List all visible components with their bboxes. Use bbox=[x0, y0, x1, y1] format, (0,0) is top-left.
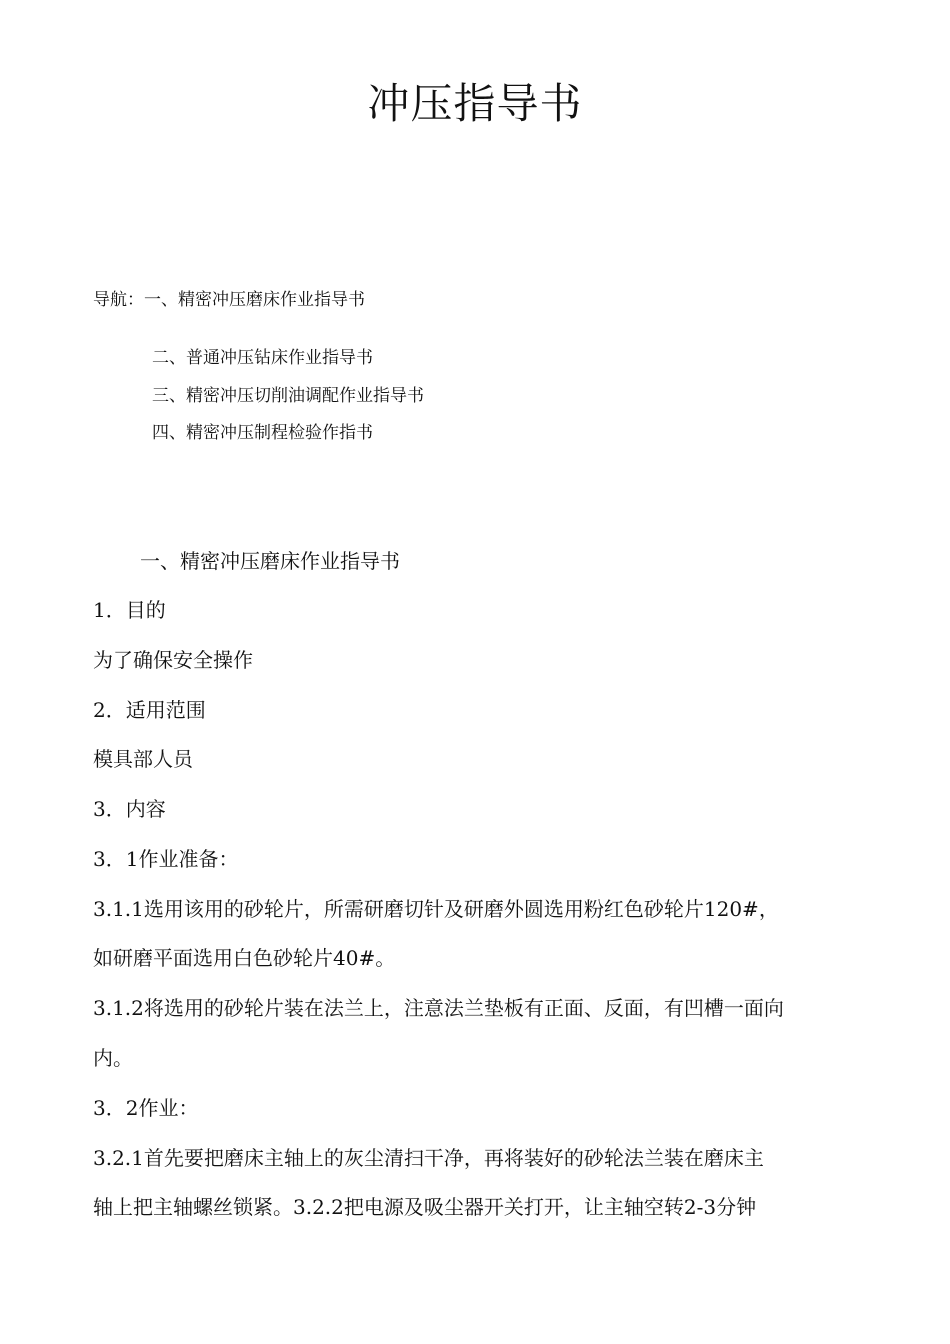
heading-operation: 3．2作业： bbox=[93, 1096, 199, 1120]
heading-content: 3．内容 bbox=[93, 797, 166, 821]
heading-scope: 2．适用范围 bbox=[93, 698, 206, 722]
paragraph-3-1-2-line-2: 内。 bbox=[93, 1046, 133, 1070]
paragraph-3-2-1-line-2: 轴上把主轴螺丝锁紧。3.2.2把电源及吸尘器开关打开，让主轴空转2-3分钟 bbox=[93, 1195, 757, 1219]
navigation-item-2: 二、普通冲压钻床作业指导书 bbox=[152, 348, 373, 368]
navigation-label: 导航：一、精密冲压磨床作业指导书 bbox=[93, 290, 365, 310]
section-heading: 一、精密冲压磨床作业指导书 bbox=[140, 549, 400, 573]
paragraph-3-2-1-line-1: 3.2.1首先要把磨床主轴上的灰尘清扫干净，再将装好的砂轮法兰装在磨床主 bbox=[93, 1146, 764, 1170]
paragraph-3-1-2-line-1: 3.1.2将选用的砂轮片装在法兰上，注意法兰垫板有正面、反面，有凹槽一面向 bbox=[93, 996, 784, 1020]
paragraph-3-1-1-line-1: 3.1.1选用该用的砂轮片，所需研磨切针及研磨外圆选用粉红色砂轮片120#， bbox=[93, 897, 779, 921]
heading-purpose: 1．目的 bbox=[93, 598, 166, 622]
navigation-item-3: 三、精密冲压切削油调配作业指导书 bbox=[152, 386, 424, 406]
navigation-item-4: 四、精密冲压制程检验作指书 bbox=[152, 423, 373, 443]
document-title: 冲压指导书 bbox=[367, 79, 583, 128]
paragraph-3-1-1-line-2: 如研磨平面选用白色砂轮片40#。 bbox=[93, 946, 396, 970]
paragraph-purpose: 为了确保安全操作 bbox=[93, 648, 253, 672]
heading-preparation: 3．1作业准备： bbox=[93, 847, 239, 871]
paragraph-scope: 模具部人员 bbox=[93, 747, 193, 771]
